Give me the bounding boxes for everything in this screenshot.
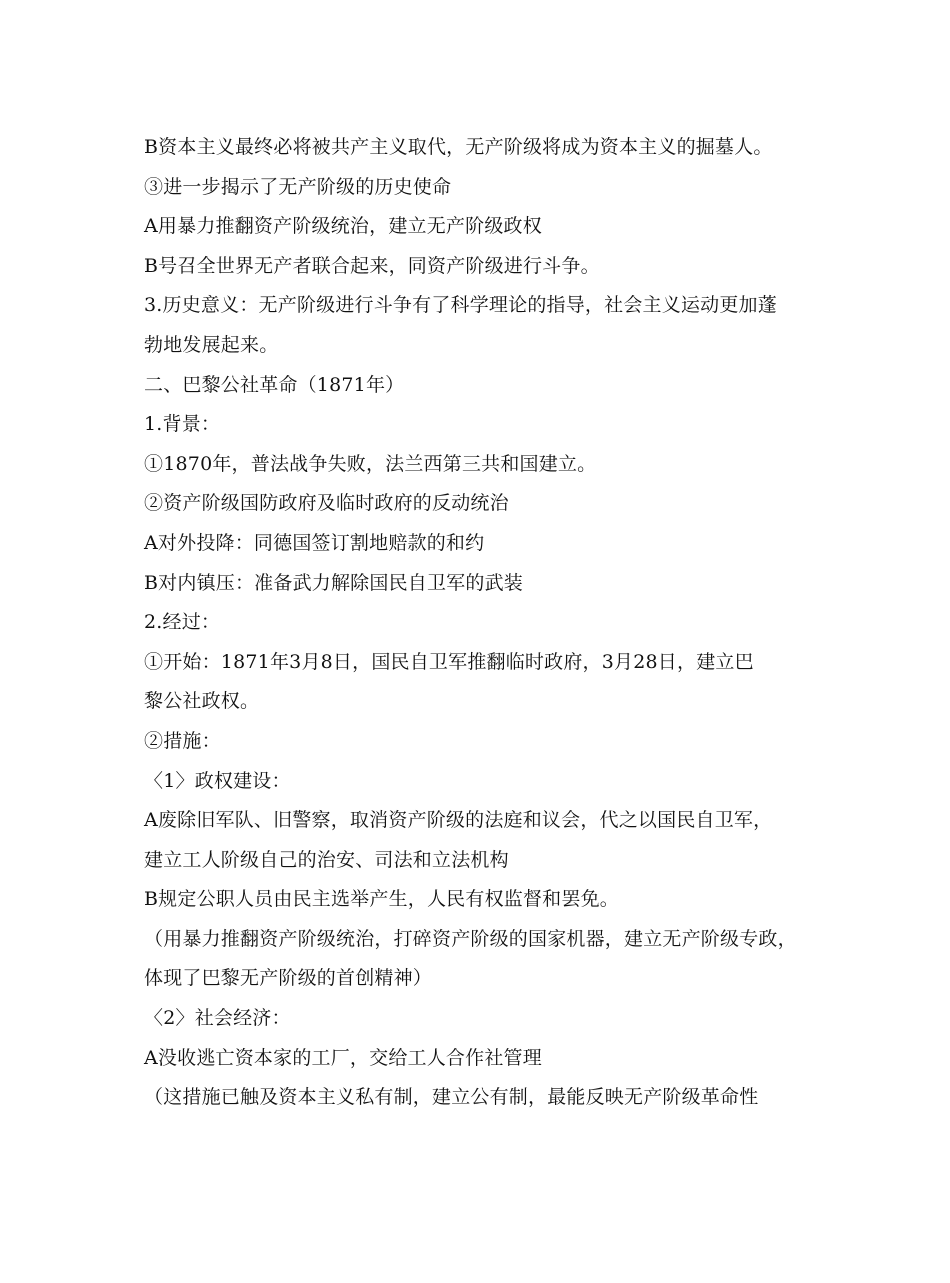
text-line: A没收逃亡资本家的工厂，交给工人合作社管理 (144, 1046, 542, 1069)
section-heading: 二、巴黎公社革命（1871年） (144, 373, 405, 396)
text-line: 1.背景： (144, 413, 221, 436)
text-line: B号召全世界无产者联合起来，同资产阶级进行斗争。 (144, 254, 600, 277)
text-line: ③进一步揭示了无产阶级的历史使命 (144, 175, 452, 198)
text-line: 体现了巴黎无产阶级的首创精神） (144, 967, 433, 990)
text-line: （用暴力推翻资产阶级统治，打碎资产阶级的国家机器，建立无产阶级专政， (144, 927, 797, 950)
text-line: A对外投降：同德国签订割地赔款的和约 (144, 531, 485, 554)
text-line: 〈1〉政权建设： (144, 769, 291, 792)
text-line: 建立工人阶级自己的治安、司法和立法机构 (144, 848, 509, 871)
text-line: 2.经过： (144, 611, 221, 634)
text-line: B规定公职人员由民主选举产生，人民有权监督和罢免。 (144, 888, 619, 911)
text-line: 3.历史意义：无产阶级进行斗争有了科学理论的指导，社会主义运动更加蓬 (144, 294, 777, 317)
document-body (144, 128, 834, 1118)
text-line: A废除旧军队、旧警察，取消资产阶级的法庭和议会，代之以国民自卫军， (144, 809, 773, 832)
text-line: A用暴力推翻资产阶级统治，建立无产阶级政权 (144, 215, 542, 238)
text-line: ②资产阶级国防政府及临时政府的反动统治 (144, 492, 509, 515)
text-line: 黎公社政权。 (144, 690, 260, 713)
text-line: （这措施已触及资本主义私有制，建立公有制，最能反映无产阶级革命性 (144, 1086, 759, 1109)
text-line: B资本主义最终必将被共产主义取代，无产阶级将成为资本主义的掘墓人。 (144, 136, 773, 158)
text-line: ①1870年，普法战争失败，法兰西第三共和国建立。 (144, 452, 597, 475)
text-line: ②措施： (144, 729, 221, 752)
text-line: 〈2〉社会经济： (144, 1007, 291, 1030)
text-line: B对内镇压：准备武力解除国民自卫军的武装 (144, 571, 523, 594)
text-line: 勃地发展起来。 (144, 333, 279, 356)
text-line: ①开始：1871年3月8日，国民自卫军推翻临时政府，3月28日，建立巴 (144, 650, 754, 673)
